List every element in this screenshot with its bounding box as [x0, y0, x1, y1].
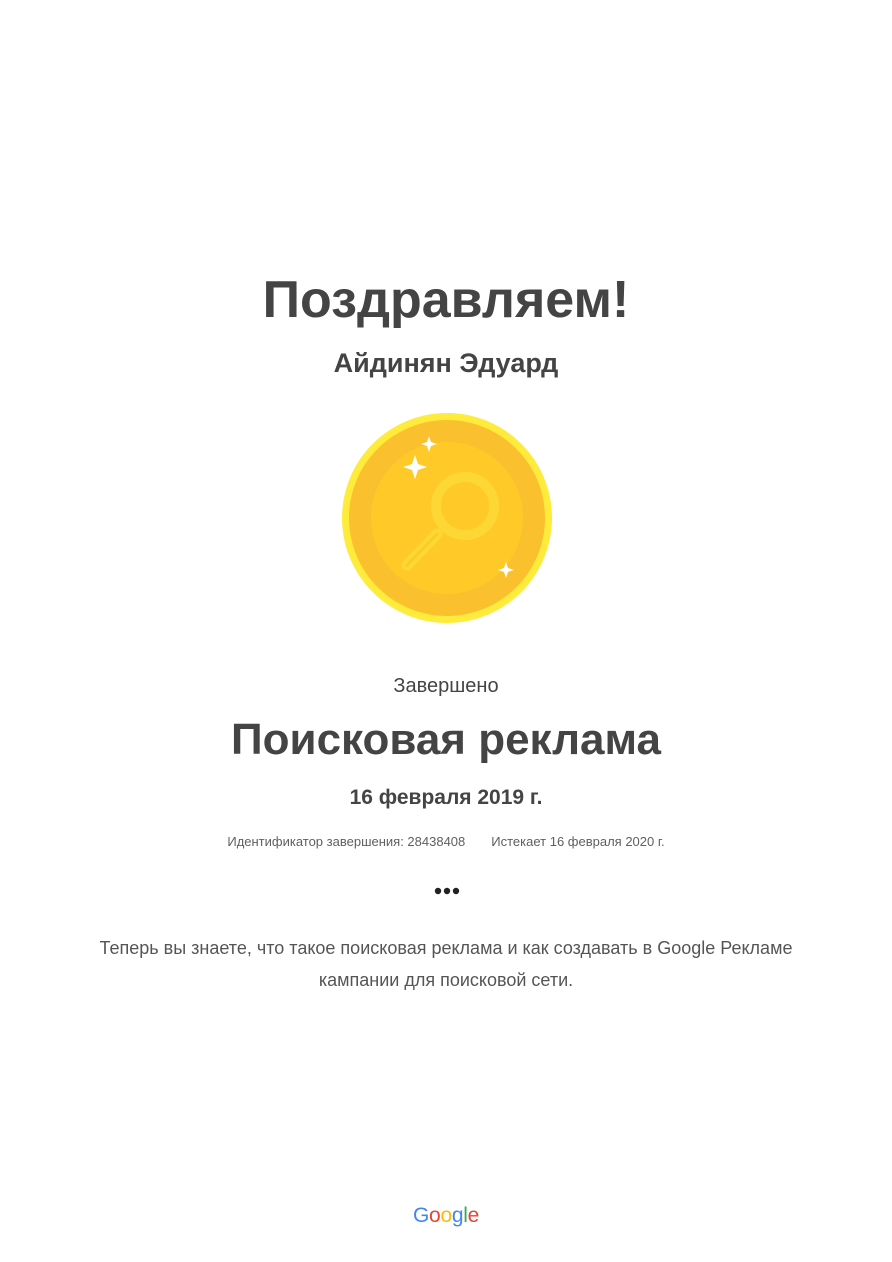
description-line-1: Теперь вы знаете, что такое поисковая реклама и как создавать в Google Рекламе — [99, 938, 793, 958]
logo-letter: e — [467, 1204, 479, 1227]
description-line-2: кампании для поисковой сети. — [318, 970, 574, 990]
course-title: Поисковая реклама — [231, 715, 661, 764]
logo-letter: G — [413, 1204, 430, 1227]
magnifier-badge-icon — [341, 412, 553, 624]
google-logo — [0, 1204, 892, 1228]
page-title: Поздравляем! — [262, 271, 630, 329]
logo-letter: l — [463, 1204, 468, 1227]
logo-letter: o — [429, 1204, 441, 1227]
expiry-date: Истекает 16 февраля 2020 г. — [491, 834, 665, 849]
logo-letter: o — [440, 1204, 452, 1227]
status-label: Завершено — [393, 675, 499, 697]
course-description — [0, 932, 892, 996]
logo-letter: g — [451, 1204, 464, 1227]
recipient-name: Айдинян Эдуард — [333, 348, 559, 378]
certificate-meta — [0, 833, 892, 851]
ellipsis-icon — [434, 887, 460, 895]
completion-date: 16 февраля 2019 г. — [349, 786, 543, 809]
completion-id: Идентификатор завершения: 28438408 — [227, 834, 466, 849]
